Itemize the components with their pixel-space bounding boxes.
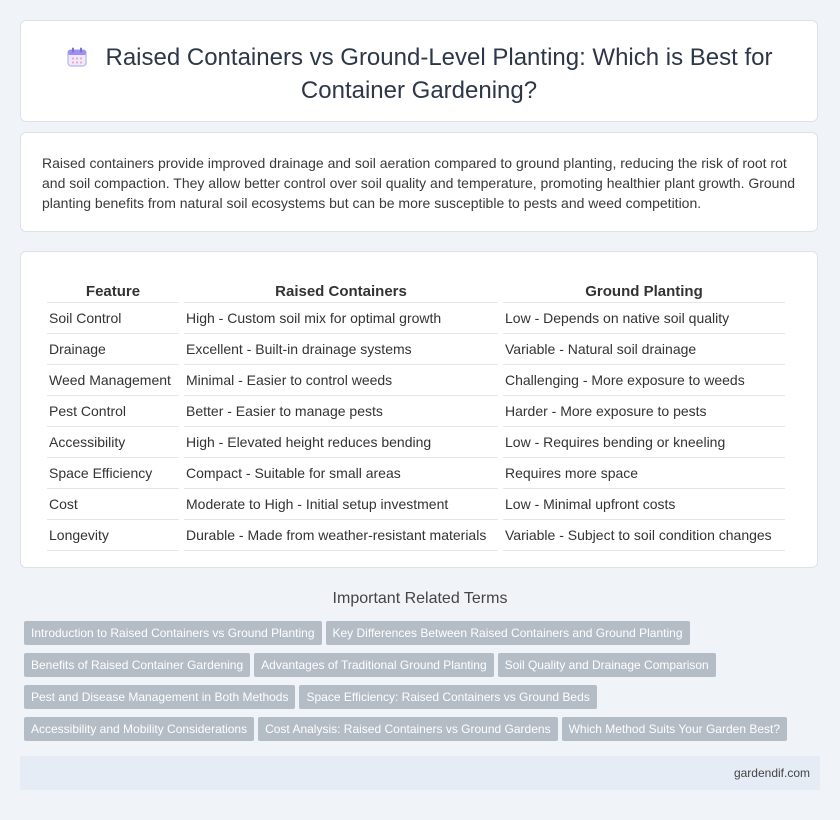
related-term-tag[interactable]: Introduction to Raised Containers vs Ground Planting (24, 621, 322, 645)
comparison-table-card (20, 251, 818, 568)
related-term-tag[interactable]: Space Efficiency: Raised Containers vs Ground Beds (299, 685, 596, 709)
table-cell: Low - Minimal upfront costs (503, 488, 785, 519)
related-term-tag[interactable]: Accessibility and Mobility Considerations (24, 717, 254, 741)
table-cell: Better - Easier to manage pests (184, 395, 498, 426)
table-cell: Variable - Natural soil drainage (503, 333, 785, 364)
title-card (20, 20, 818, 122)
table-cell: Challenging - More exposure to weeds (503, 364, 785, 395)
calendar-icon (66, 46, 88, 76)
table-cell: Low - Depends on native soil quality (503, 302, 785, 333)
footer-site-link[interactable]: gardendif.com (733, 766, 810, 780)
table-cell: Low - Requires bending or kneeling (503, 426, 785, 457)
table-header-row (47, 274, 785, 302)
table-cell: Space Efficiency (47, 457, 179, 488)
table-row (47, 333, 785, 364)
table-cell: Drainage (47, 333, 179, 364)
table-cell: Minimal - Easier to control weeds (184, 364, 498, 395)
table-cell: Pest Control (47, 395, 179, 426)
footer (20, 756, 820, 790)
table-cell: High - Elevated height reduces bending (184, 426, 498, 457)
table-cell: High - Custom soil mix for optimal growth (184, 302, 498, 333)
related-terms-title: Important Related Terms (332, 590, 508, 607)
comparison-table (42, 274, 790, 551)
page-title (21, 43, 817, 106)
table-row (47, 519, 785, 551)
table-cell: Moderate to High - Initial setup investment (184, 488, 498, 519)
table-row (47, 488, 785, 519)
table-cell: Weed Management (47, 364, 179, 395)
related-term-tag[interactable]: Cost Analysis: Raised Containers vs Ground Gardens (258, 717, 557, 741)
table-cell: Requires more space (503, 457, 785, 488)
title-line-2: Container Gardening? (300, 77, 538, 104)
header-feature: Feature (85, 283, 141, 300)
table-cell: Excellent - Built-in drainage systems (184, 333, 498, 364)
table-row (47, 302, 785, 333)
intro-card (20, 132, 818, 232)
intro-text: Raised containers provide improved drainage and soil aeration compared to ground planting, reducing the risk of root rot and soil compaction. They allow better control over soil quality and temperature, promoting healthier plant growth. Ground planting benefits from natural soil ecosystems but can be more susceptible to pests and weed competition. (42, 155, 796, 211)
related-term-tag[interactable]: Key Differences Between Raised Containers and Ground Planting (326, 621, 690, 645)
related-term-tag[interactable]: Benefits of Raised Container Gardening (24, 653, 250, 677)
table-cell: Durable - Made from weather-resistant materials (184, 519, 498, 551)
table-cell: Variable - Subject to soil condition changes (503, 519, 785, 551)
table-cell: Soil Control (47, 302, 179, 333)
table-row (47, 364, 785, 395)
table-row (47, 395, 785, 426)
table-cell: Longevity (47, 519, 179, 551)
related-term-tag[interactable]: Soil Quality and Drainage Comparison (498, 653, 716, 677)
related-term-tag[interactable]: Pest and Disease Management in Both Methods (24, 685, 295, 709)
table-cell: Cost (47, 488, 179, 519)
table-cell: Compact - Suitable for small areas (184, 457, 498, 488)
related-terms-list (24, 621, 824, 749)
table-cell: Accessibility (47, 426, 179, 457)
table-cell: Harder - More exposure to pests (503, 395, 785, 426)
related-term-tag[interactable]: Advantages of Traditional Ground Planting (254, 653, 493, 677)
related-term-tag[interactable]: Which Method Suits Your Garden Best? (562, 717, 787, 741)
table-row (47, 426, 785, 457)
table-row (47, 457, 785, 488)
title-line-1: Raised Containers vs Ground-Level Planting: Which is Best for (105, 44, 773, 71)
header-ground-planting: Ground Planting (585, 283, 703, 300)
header-raised-containers: Raised Containers (275, 283, 407, 300)
